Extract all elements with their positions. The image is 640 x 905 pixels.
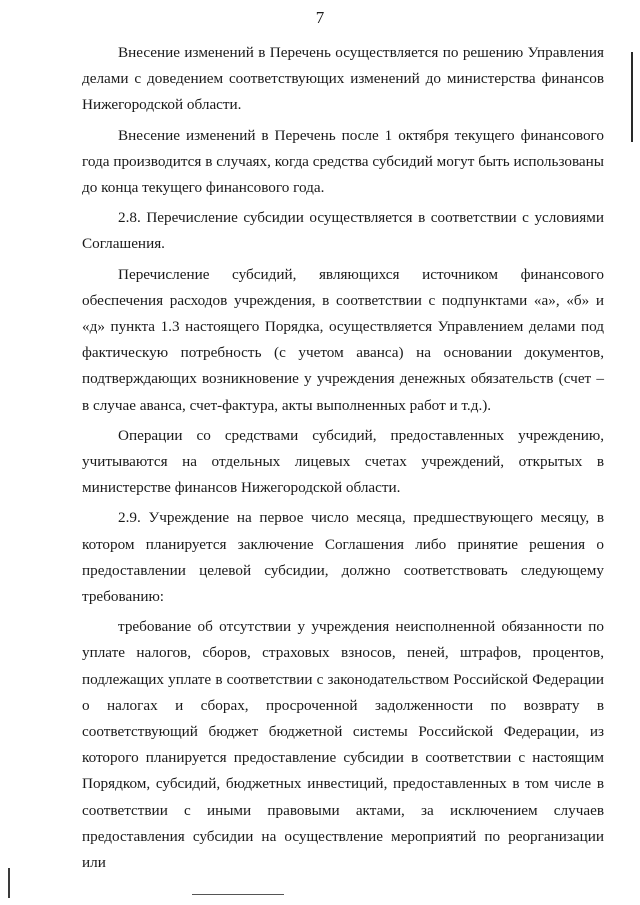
paragraph-october-changes: Внесение изменений в Перечень после 1 октября текущего финансового года производится в случаях, когда средства субсидий могут быть использованы до конца текущего финансового года.	[82, 126, 604, 197]
footer-line	[192, 894, 284, 895]
paragraph-subsidy-transfer: Перечисление субсидий, являющихся источником финансового обеспечения расходов учреждения, в соответствии с подпунктами «а», «б» и «д» пункта 1.3 настоящего Порядка, осуществляется Управлением делами под фактическую потребность (с учетом аванса) на основании документов, подтверждающих возникновение у учреждения денежных обязательств (счет – в случае аванса, счет-фактура, акты выполненных работ и т.д.).	[82, 265, 604, 414]
scan-edge-mark-bottom	[8, 868, 10, 898]
paragraph-2-9: 2.9. Учреждение на первое число месяца, предшествующего месяцу, в котором планируется заключение Соглашения либо принятие решения о предоставлении целевой субсидии, должно соответствовать следующему требованию:	[82, 509, 604, 606]
scan-edge-mark	[631, 52, 633, 142]
paragraph-operations: Операции со средствами субсидий, предоставленных учреждению, учитываются на отдельных лицевых счетах учреждений, открытых в министерстве финансов Нижегородской области.	[82, 426, 604, 497]
paragraph-requirement: требование об отсутствии у учреждения неисполненной обязанности по уплате налогов, сборов, страховых взносов, пеней, штрафов, процентов, подлежащих уплате в соответствии с законодательством Российской Федерации о налогах и сборах, просроченной задолженности по возврату в соответствующий бюджет бюджетной системы Российской Федерации, из которого планируется предоставление субсидии в соответствии с настоящим Порядком, субсидий, бюджетных инвестиций, предоставленных в том числе в соответствии с иными правовыми актами, за исключением случаев предоставления субсидии на осуществление мероприятий по реорганизации или	[82, 618, 604, 872]
paragraph-perechen-changes: Внесение изменений в Перечень осуществляется по решению Управления делами с доведением соответствующих изменений до министерства финансов Нижегородской области.	[82, 44, 604, 114]
document-body	[82, 40, 604, 880]
page-number: 7	[315, 8, 325, 27]
paragraph-2-8: 2.8. Перечисление субсидии осуществляется в соответствии с условиями Соглашения.	[82, 209, 604, 253]
